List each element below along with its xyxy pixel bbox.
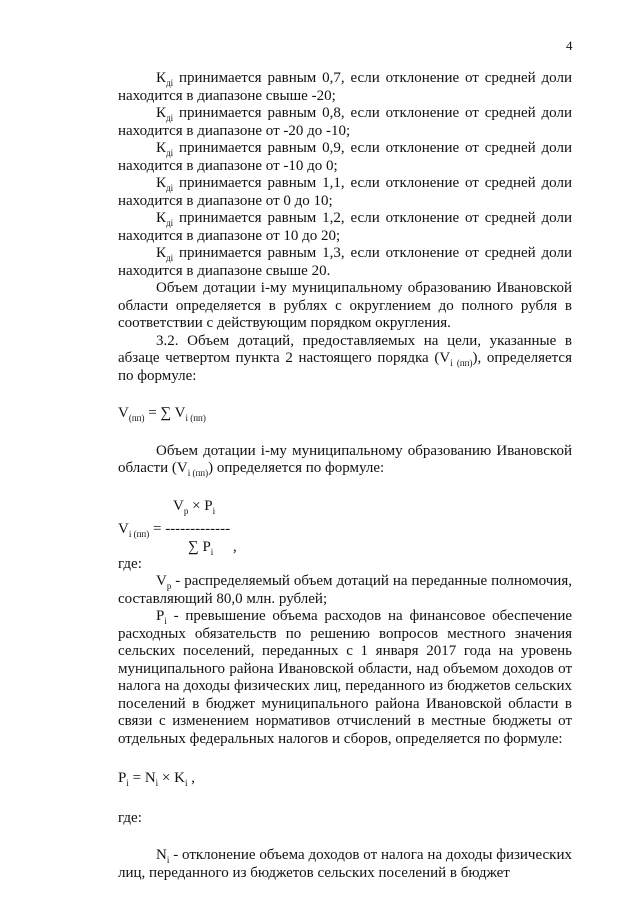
paragraph-dotation: Объем дотации i-му муниципальному образованию Ивановской области $(V_{i (пп)})$ определяется по формуле: bbox=[118, 442, 572, 478]
coeff-line: $К_{дi}$ принимается равным 1,3, если отклонение от средней доли bbox=[156, 245, 572, 263]
paragraph-rounding: Объем дотации i-му муниципальному образованию Ивановской области определяется в рублях с округлением до полного рубля в соответствии с действующим порядком округления. bbox=[118, 280, 572, 331]
fraction-denominator: ∑ $P_i$ bbox=[188, 538, 214, 557]
definition-pi: $P_i$ - превышение объема расходов на финансовое обеспечение расходных обязательств по решению вопросов местного значения сельских поселений, переданных с 1 января 2017 года на уровень муниципального района Ивановской области, над объемом доходов от налога на доходы физических лиц, переданного из бюджетов сельских поселений в бюджет муниципального района Ивановской области в связи с изменением нормативов отчислений в местные бюджеты от отдельных федеральных налогов и сборов, определяется по формуле: bbox=[118, 608, 572, 747]
document-body bbox=[118, 70, 572, 882]
coeff-line-cont: находится в диапазоне от 10 до 20; bbox=[118, 227, 341, 244]
definition-ni: $N_i$ - отклонение объема доходов от налога на доходы физических лиц, переданного из бюджетов сельских поселений в бюджет bbox=[118, 847, 572, 881]
coeff-line: $К_{дi}$ принимается равным 0,9, если отклонение от средней доли bbox=[156, 140, 572, 158]
coeff-line: $К_{дi}$ принимается равным 0,8, если отклонение от средней доли bbox=[156, 105, 572, 123]
fraction-lhs: $V_{i (пп)}$ = ------------- bbox=[118, 520, 231, 539]
formula-total: $V_{(пп)}$ = ∑ $V_{i (пп)}$ bbox=[118, 405, 206, 423]
formula-fraction bbox=[118, 498, 338, 556]
coeff-line-cont: находится в диапазоне свыше 20. bbox=[118, 262, 331, 279]
fraction-comma: , bbox=[233, 538, 237, 555]
where-label: где: bbox=[118, 809, 142, 826]
coefficient-list bbox=[118, 70, 572, 280]
coeff-line: $К_{дi}$ принимается равным 0,7, если отклонение от средней доли bbox=[156, 70, 572, 88]
page-number: 4 bbox=[566, 38, 573, 53]
coeff-line-cont: находится в диапазоне свыше -20; bbox=[118, 87, 336, 104]
coeff-line: $К_{дi}$ принимается равным 1,1, если отклонение от средней доли bbox=[156, 175, 572, 193]
coeff-line-cont: находится в диапазоне от -20 до -10; bbox=[118, 122, 351, 139]
where-label: где: bbox=[118, 555, 142, 572]
coeff-line-cont: находится в диапазоне от 0 до 10; bbox=[118, 192, 333, 209]
coeff-line-cont: находится в диапазоне от -10 до 0; bbox=[118, 157, 338, 174]
coeff-line: $К_{дi}$ принимается равным 1,2, если отклонение от средней доли bbox=[156, 210, 572, 228]
definition-vp: $V_р$ - распределяемый объем дотаций на переданные полномочия, составляющий 80,0 млн. рублей; bbox=[118, 573, 572, 607]
fraction-numerator: $V_р \times P_i$ bbox=[173, 497, 216, 516]
paragraph-3-2: 3.2. Объем дотаций, предоставляемых на цели, указанные в абзаце четвертом пункта 2 настоящего порядка $(V_{i (пп)})$, определяется по формуле: bbox=[118, 332, 572, 384]
formula-pi: $P_i = N_i \times K_i$ , bbox=[118, 770, 195, 788]
